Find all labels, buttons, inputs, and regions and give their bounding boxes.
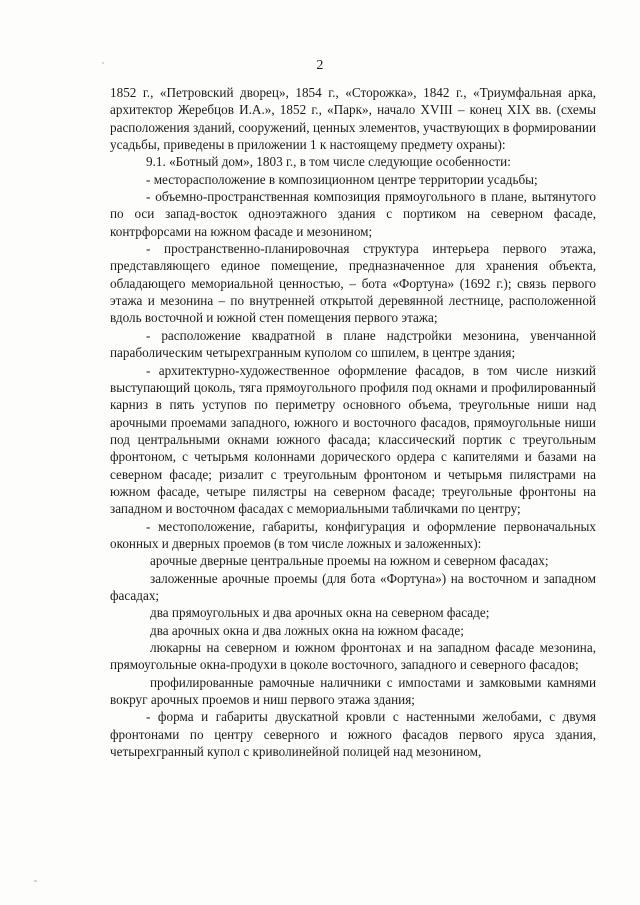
paragraph-intro: 1852 г., «Петровский дворец», 1854 г., «Сторожка», 1842 г., «Триумфальная арка, архитектор Жеребцов И.А.», 1852 г., «Парк», начало XVIII – конец XIX вв. (схемы расположения зданий, сооружений, ценных элементов, участвующих в формировании усадьбы, приведены в приложении 1 к настоящему предмету охраны): <box>110 85 596 153</box>
paragraph-interior-structure: - пространственно-планировочная структура интерьера первого этажа, представляющего единое помещение, предназначенное для хранения объекта, обладающего мемориальной ценностью, – бота «Фортуна» (1692 г.); связь первого этажа и мезонина – по внутренней открытой деревянной лестнице, расположенной вдоль восточной и южной стен помещения первого этажа; <box>110 241 596 326</box>
scan-speck <box>102 62 104 64</box>
paragraph-location: - месторасположение в композиционном центре территории усадьбы; <box>146 171 538 187</box>
scan-speck <box>34 880 37 882</box>
paragraph-casings: профилированные рамочные наличники с импостами и замковыми камнями вокруг арочных проемов и ниш первого этажа здания; <box>110 674 596 708</box>
paragraph-facade-decoration: - архитектурно-художественное оформление фасадов, в том числе низкий выступающий цоколь, тяга прямоугольного профиля под окнами и профилированный карниз в пять уступов по периметру основного объема, треугольные ниши над арочными проемами западного, южного и восточного фасадов, прямоугольные ниши под центральными окнами южного фасада; классический портик с треугольным фронтоном, с четырьмя колоннами дорического ордера с капителями и базами на северном фасаде; ризалит с треугольным фронтоном и четырьмя пилястрами на южном фасаде, четыре пилястры на северном фасаде; треугольные фронтоны на западном и восточном фасадах с мемориальными табличками по центру; <box>110 362 596 517</box>
paragraph-roof: - форма и габариты двускатной кровли с настенными желобами, с двумя фронтонами по центру северного и южного фасадов первого яруса здания, четырехгранный купол с криволинейной полицей над мезонином, <box>110 709 596 760</box>
page-number: 2 <box>316 58 324 73</box>
paragraph-section-9-1: 9.1. «Ботный дом», 1803 г., в том числе следующие особенности: <box>146 154 511 170</box>
document-body <box>110 84 596 760</box>
paragraph-arched-doors: арочные дверные центральные проемы на южном и северном фасадах; <box>150 553 549 569</box>
paragraph-walled-arches: заложенные арочные проемы (для бота «Фортуна») на восточном и западном фасадах; <box>110 570 596 603</box>
paragraph-mezzanine-superstructure: - расположение квадратной в плане надстройки мезонина, увенчанной параболическим четырехгранным куполом со шпилем, в центре здания; <box>110 327 596 361</box>
paragraph-openings: - местоположение, габариты, конфигурация и оформление первоначальных оконных и дверных проемов (в том числе ложных и заложенных): <box>110 518 596 551</box>
paragraph-volume-composition: - объемно-пространственная композиция прямоугольного в плане, вытянутого по оси запад-восток одноэтажного здания с портиком на северном фасаде, контрфорсами на южном фасаде и мезонином; <box>110 189 596 239</box>
paragraph-south-windows: два арочных окна и два ложных окна на южном фасаде; <box>150 622 464 638</box>
paragraph-north-windows: два прямоугольных и два арочных окна на северном фасаде; <box>150 605 490 621</box>
paragraph-dormers: люкарны на северном и южном фронтонах и на западном фасаде мезонина, прямоугольные окна-продухи в цоколе восточного, западного и северного фасадов; <box>110 640 596 673</box>
